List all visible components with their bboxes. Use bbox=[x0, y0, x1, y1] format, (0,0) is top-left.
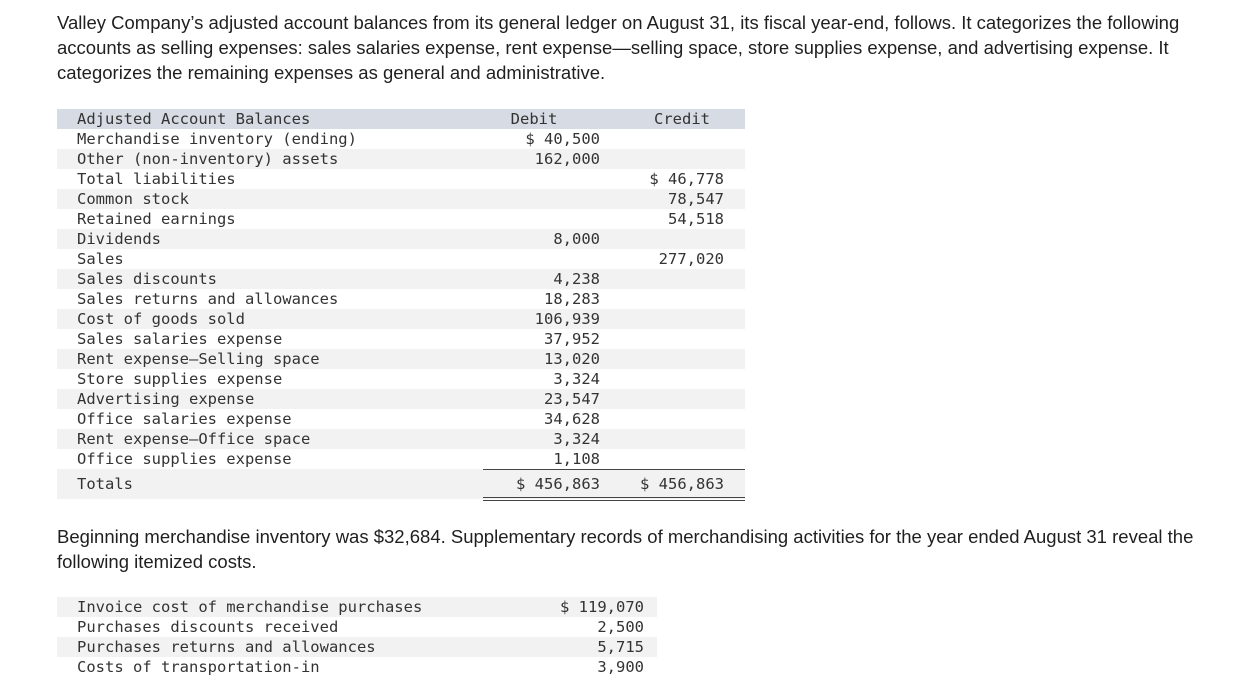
account-label: Total liabilities bbox=[77, 170, 236, 188]
account-label: Sales bbox=[77, 250, 124, 268]
debit-cell: 4,238 bbox=[553, 270, 600, 288]
account-label: Advertising expense bbox=[77, 390, 255, 408]
cost-label: Purchases returns and allowances bbox=[77, 638, 376, 656]
intro-paragraph: Valley Company’s adjusted account balances from its general ledger on August 31, its fiscal year-end, follows. It categorizes the following accounts as selling expenses: sales salaries expense, rent expense—selling space, store supplies expense, and advertising expense. It categorizes the remaining expenses as general and administrative. bbox=[57, 12, 1180, 83]
totals-label: Totals bbox=[77, 475, 133, 493]
cost-amount: 5,715 bbox=[597, 638, 644, 656]
debit-cell: 37,952 bbox=[544, 330, 600, 348]
table-row bbox=[57, 429, 745, 449]
debit-cell: 3,324 bbox=[553, 370, 600, 388]
table-row bbox=[57, 329, 745, 349]
debit-cell: 13,020 bbox=[544, 350, 600, 368]
adjusted-balances-table bbox=[57, 109, 745, 499]
header-label: Adjusted Account Balances bbox=[77, 110, 311, 128]
header-credit: Credit bbox=[654, 110, 710, 128]
cost-row bbox=[57, 597, 657, 617]
debit-cell: 3,324 bbox=[553, 430, 600, 448]
table-row bbox=[57, 409, 745, 429]
debit-cell: $ 40,500 bbox=[525, 130, 600, 148]
total-double-rule-bottom bbox=[483, 500, 745, 501]
account-label: Cost of goods sold bbox=[77, 310, 245, 328]
table-row bbox=[57, 249, 745, 269]
debit-cell: 1,108 bbox=[553, 450, 600, 468]
debit-cell: 8,000 bbox=[553, 230, 600, 248]
table-row bbox=[57, 189, 745, 209]
cost-label: Purchases discounts received bbox=[77, 618, 339, 636]
cost-row bbox=[57, 637, 657, 657]
table-row bbox=[57, 449, 745, 469]
totals-row bbox=[57, 469, 745, 499]
debit-cell: 34,628 bbox=[544, 410, 600, 428]
cost-row bbox=[57, 657, 657, 677]
middle-paragraph: Beginning merchandise inventory was $32,684. Supplementary records of merchandising activities for the year ended August 31 reveal the following itemized costs. bbox=[57, 526, 1194, 572]
table-row bbox=[57, 209, 745, 229]
cost-label: Costs of transportation-in bbox=[77, 658, 320, 676]
credit-cell: 78,547 bbox=[668, 190, 724, 208]
cost-amount: 3,900 bbox=[597, 658, 644, 676]
account-label: Other (non-inventory) assets bbox=[77, 150, 339, 168]
table-row bbox=[57, 309, 745, 329]
table-row bbox=[57, 269, 745, 289]
debit-cell: 106,939 bbox=[534, 310, 600, 328]
table-row bbox=[57, 289, 745, 309]
debit-cell: 23,547 bbox=[544, 390, 600, 408]
table-row bbox=[57, 389, 745, 409]
credit-cell: 54,518 bbox=[668, 210, 724, 228]
cost-label: Invoice cost of merchandise purchases bbox=[77, 598, 423, 616]
subtotal-rule bbox=[483, 469, 745, 470]
account-label: Sales discounts bbox=[77, 270, 217, 288]
itemized-costs-table bbox=[57, 597, 657, 677]
account-label: Sales salaries expense bbox=[77, 330, 283, 348]
table-row bbox=[57, 149, 745, 169]
table-row bbox=[57, 129, 745, 149]
account-label: Store supplies expense bbox=[77, 370, 283, 388]
cost-row bbox=[57, 617, 657, 637]
totals-credit: $ 456,863 bbox=[640, 475, 724, 493]
table-row bbox=[57, 349, 745, 369]
table-row bbox=[57, 229, 745, 249]
debit-cell: 18,283 bbox=[544, 290, 600, 308]
totals-debit: $ 456,863 bbox=[516, 475, 600, 493]
cost-amount: 2,500 bbox=[597, 618, 644, 636]
account-label: Merchandise inventory (ending) bbox=[77, 130, 357, 148]
account-label: Rent expense—Office space bbox=[77, 430, 311, 448]
table-header-row bbox=[57, 109, 745, 129]
account-label: Retained earnings bbox=[77, 210, 236, 228]
cost-amount: $ 119,070 bbox=[560, 598, 644, 616]
account-label: Common stock bbox=[77, 190, 189, 208]
credit-cell: 277,020 bbox=[658, 250, 724, 268]
account-label: Sales returns and allowances bbox=[77, 290, 339, 308]
total-double-rule-top bbox=[483, 497, 745, 498]
header-debit: Debit bbox=[510, 110, 558, 128]
credit-cell: $ 46,778 bbox=[649, 170, 724, 188]
account-label: Rent expense—Selling space bbox=[77, 350, 320, 368]
account-label: Office supplies expense bbox=[77, 450, 292, 468]
table-row bbox=[57, 169, 745, 189]
account-label: Office salaries expense bbox=[77, 410, 292, 428]
table-row bbox=[57, 369, 745, 389]
debit-cell: 162,000 bbox=[534, 150, 600, 168]
account-label: Dividends bbox=[77, 230, 161, 248]
